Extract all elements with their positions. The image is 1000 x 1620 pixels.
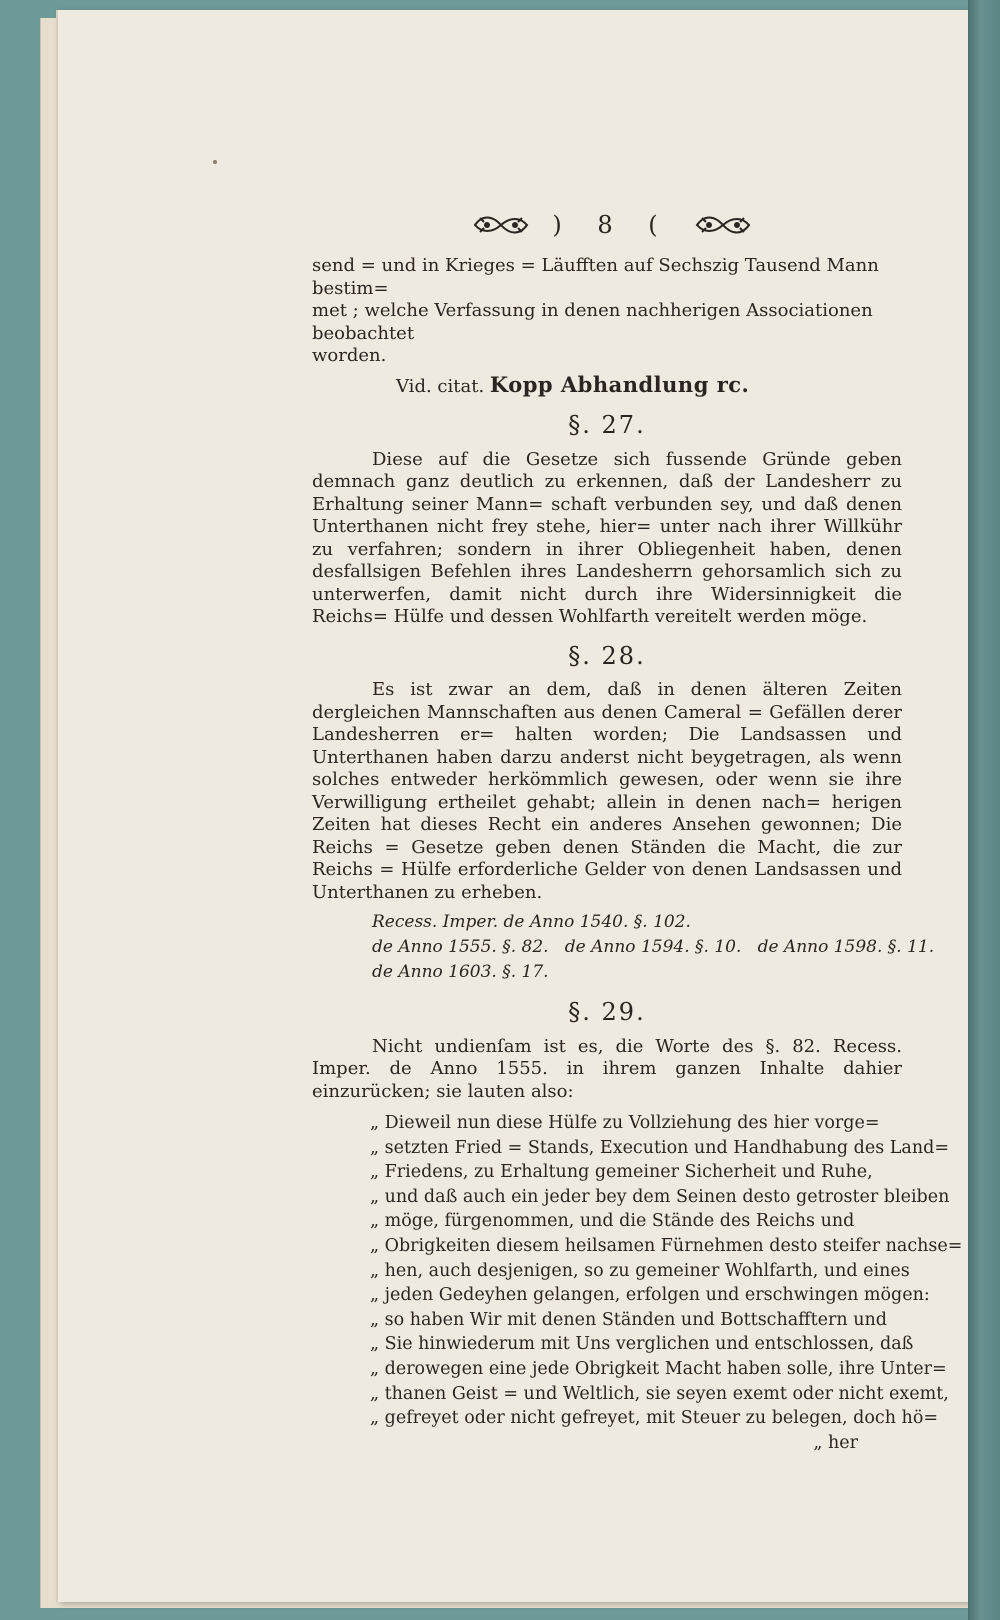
section-heading-28: §. 28. (568, 641, 646, 670)
quote-line: „ gefreyet oder nicht gefreyet, mit Steuer zu belegen, doch hö= (370, 1408, 939, 1429)
page-header (322, 205, 902, 245)
quote-line: „ Obrigkeiten diesem heilsamen Fürnehmen desto steifer nachse= (370, 1235, 963, 1256)
reference (396, 371, 902, 399)
text-line: send = und in Krieges = Läufften auf Sechszig Tausend Mann bestim= (312, 255, 879, 299)
section-27-text: Diese auf die Gesetze sich fussende Gründe geben demnach ganz deutlich zu erkennen, daß der Landesherr zu Erhaltung seiner Mann= schaft verbunden sey, und daß denen Unterthanen nicht frey stehe, hier= unter nach ihrer Willkühr zu verfahren; sondern in ihrer Obliegenheit haben, denen desfallsigen Befehlen ihres Landesherrn gehorsamlich sich zu unterwerfen, damit nicht durch ihre Widersinnigkeit die Reichs= Hülfe und dessen Wohlfarth vereitelt werden möge. (312, 448, 902, 627)
ornament-left-icon (472, 213, 530, 237)
quote-line: „ Sie hinwiederum mit Uns verglichen und entschlossen, daß (370, 1334, 914, 1355)
quote-line: „ thanen Geist = und Weltlich, sie seyen exemt oder nicht exemt, (370, 1383, 949, 1404)
quote-line: „ so haben Wir mit denen Ständen und Bottschafftern und (370, 1309, 887, 1330)
section-29-text: Nicht undienſam ist es, die Worte des §. 82. Recess. Imper. de Anno 1555. in ihrem ganzen Inhalte dahier einzurücken; sie lauten also: (312, 1035, 902, 1102)
quote-line: „ jeden Gedeyhen gelangen, erfolgen und erschwingen mögen: (370, 1285, 930, 1306)
section-heading-27: §. 27. (568, 411, 646, 439)
quote-line: „ setzten Fried = Stands, Execution und Handhabung des Land= (370, 1137, 949, 1158)
citation-line: Recess. Imper. de Anno 1540. §. 102. (372, 912, 691, 932)
binding-edge (968, 0, 1000, 1620)
text-line: met ; welche Verfassung in denen nachherigen Associationen beobachtet (312, 300, 873, 344)
quote-line: „ Dieweil nun diese Hülfe zu Vollziehung des hier vorge= (370, 1113, 880, 1133)
reference-work: Kopp Abhandlung rc. (489, 371, 750, 397)
reference-prefix: Vid. citat. (396, 375, 485, 397)
quote-line: „ derowegen eine jede Obrigkeit Macht haben solle, ihre Unter= (370, 1358, 947, 1379)
quote-line: „ möge, fürgenommen, und die Stände des Reichs und (370, 1211, 855, 1232)
quote-line: „ hen, auch desjenigen, so zu gemeiner Wohlfarth, und eines (370, 1260, 910, 1281)
catchword: „ her (813, 1432, 858, 1453)
citation-line: de Anno 1555. §. 82. de Anno 1594. §. 10. de Anno 1598. §. 11. (372, 937, 935, 957)
quotation (370, 1111, 963, 1455)
intro-text (312, 255, 902, 368)
quote-line: „ Friedens, zu Erhaltung gemeiner Sicherheit und Ruhe, (370, 1162, 873, 1183)
citations (372, 910, 935, 985)
page-content (312, 205, 963, 1455)
ornament-right-icon (694, 213, 752, 237)
section-heading-29: §. 29. (568, 998, 646, 1026)
text-line: worden. (312, 345, 387, 366)
paper-speck (213, 160, 217, 164)
section-28-text: Es ist zwar an dem, daß in denen älteren Zeiten dergleichen Mannschaften aus denen Cameral = Gefällen derer Landesherren er= halten worden; Die Landsassen und Unterthanen haben darzu anderst nicht beygetragen, als wenn solches entweder herkömmlich gewesen, oder wenn sie ihre Verwilligung ertheilet gehabt; allein in denen nach= herigen Zeiten hat dieses Recht ein anderes Ansehen gewonnen; Die Reichs = Gesetze geben denen Ständen die Macht, die zur Reichs = Hülfe erforderliche Gelder von denen Landsassen und Unterthanen zu erheben. (312, 679, 902, 903)
quote-line: „ und daß auch ein jeder bey dem Seinen desto getroster bleiben (370, 1186, 950, 1207)
page-number: ) 8 ( (552, 210, 672, 239)
citation-line: de Anno 1603. §. 17. (372, 962, 549, 982)
